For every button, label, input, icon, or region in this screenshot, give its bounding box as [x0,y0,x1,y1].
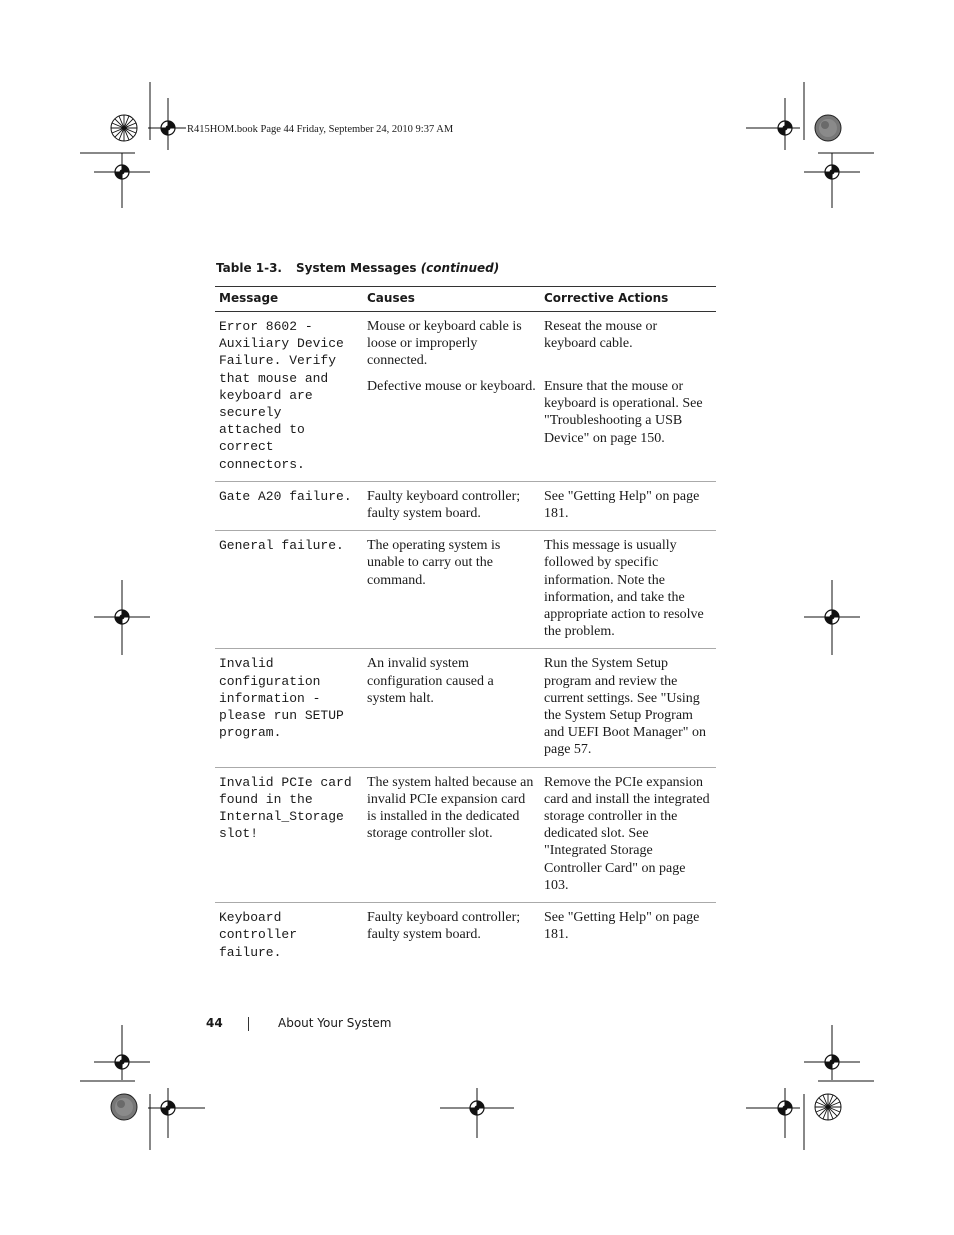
starburst-icon [111,115,841,1120]
action-text: Ensure that the mouse or keyboard is operational. See "Troubleshooting a USB Device" on page 150. [544,379,703,446]
page-number: 44 [206,1016,223,1030]
message-cell: Invalid configuration information - please run SETUP program. [219,656,344,741]
registration-circle-icon [111,115,841,1120]
action-text: This message is usually followed by specific information. Note the information, and take the appropriate action to resolve the problem. [544,538,704,640]
action-text: Remove the PCIe expansion card and install the integrated storage controller in the dedicated slot. See "Integrated Storage Controller Card" on page 103. [544,774,710,893]
footer-section-title: About Your System [278,1016,392,1030]
cause-text: The system halted because an invalid PCIe expansion card is installed in the dedicated storage controller slot. [367,774,534,842]
message-cell: Gate A20 failure. [219,488,352,504]
message-cell: Invalid PCIe card found in the Internal_Storage slot! [219,774,352,842]
message-cell: General failure. [219,538,344,554]
action-text: Run the System Setup program and review the current settings. See "Using the System Setup Program and UEFI Boot Manager" on page 57. [544,656,707,758]
column-header-actions: Corrective Actions [540,287,716,312]
column-header-message: Message [215,287,363,312]
column-header-causes: Causes [363,287,540,312]
table-title: System Messages [296,261,417,275]
print-header: R415HOM.book Page 44 Friday, September 24, 2010 9:37 AM [187,124,454,135]
cause-text: The operating system is unable to carry out the command. [367,538,501,588]
cause-text: Faulty keyboard controller; faulty system board. [367,488,521,522]
message-cell: Keyboard controller failure. [219,910,298,960]
cause-text: Defective mouse or keyboard. [367,379,536,394]
table-number: Table 1-3. [216,261,282,275]
action-text: Reseat the mouse or keyboard cable. [544,319,658,352]
table-continued: (continued) [420,261,500,275]
cause-text: Faulty keyboard controller; faulty system board. [367,910,521,943]
crosshair-icon [115,121,839,1115]
message-cell: Error 8602 - Auxiliary Device Failure. Verify that mouse and keyboard are securely attached to correct connectors. [219,319,344,472]
cause-text: An invalid system configuration caused a system halt. [367,656,494,706]
action-text: See "Getting Help" on page 181. [544,488,700,522]
action-text: See "Getting Help" on page 181. [544,910,700,943]
cause-text: Mouse or keyboard cable is loose or improperly connected. [367,319,522,369]
